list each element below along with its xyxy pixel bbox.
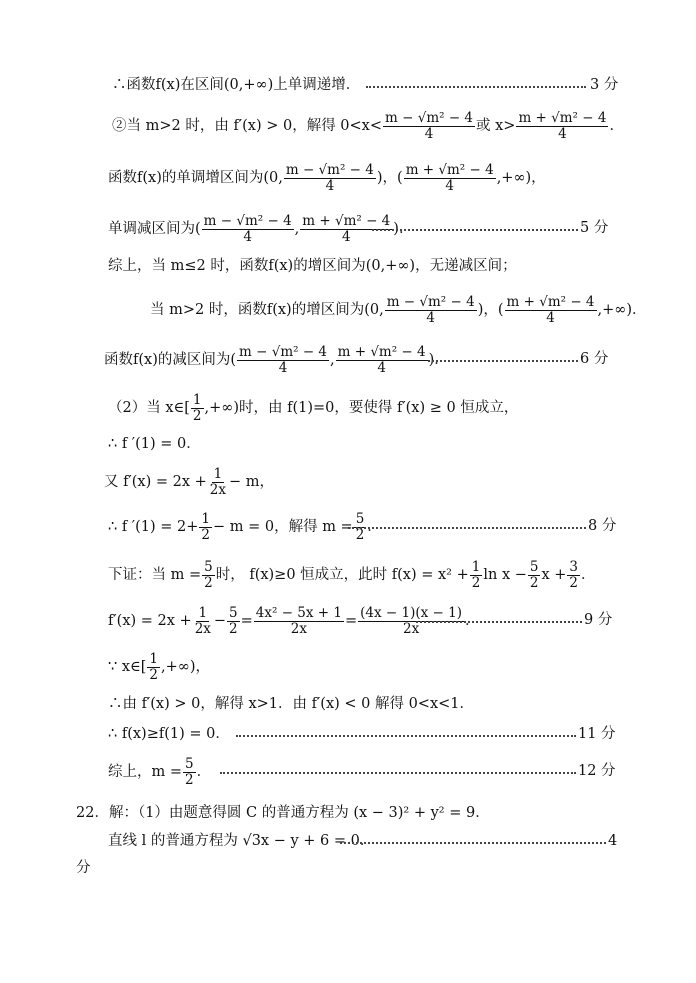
score-6: 6 分: [580, 351, 609, 367]
dot-leader: [340, 842, 606, 844]
fraction-three-half: $\frac{3}{2}$: [569, 558, 579, 591]
score-11: 11 分: [578, 726, 616, 742]
fraction-five-half: $\frac{5}{2}$: [204, 558, 213, 591]
fraction-m-minus-root: $\frac{\text{m − √m² − 4}}{4}$: [239, 343, 328, 376]
score-12: 12 分: [578, 763, 616, 779]
dot-leader: [348, 527, 586, 529]
fraction-one-half: $\frac{1}{2}$: [149, 650, 158, 683]
line-monotonic-solve: ∴由 f′(x) > 0，解得 x>1．由 f′(x) < 0 解得 0<x<1．: [108, 696, 475, 712]
score-4: 4: [608, 833, 618, 849]
fraction-five-half: $\frac{5}{2}$: [355, 510, 365, 543]
fraction-factored: $\frac{(4x - 1)(x - 1)}{2x}$: [360, 604, 463, 637]
dot-leader: [416, 621, 582, 623]
fraction-one-over-2x: $\frac{1}{2x}$: [194, 604, 211, 637]
dot-leader: [428, 360, 578, 362]
fraction-five-half: $\frac{5}{2}$: [185, 755, 194, 788]
line-f-prime-1-zero: ∴ f ′(1) = 0．: [108, 436, 201, 452]
dot-leader: [220, 772, 576, 774]
fraction-m-minus-root: $\frac{\text{m − √m² − 4}}{4}$: [386, 293, 475, 326]
fraction-m-plus-root: $\frac{\text{m + √m² − 4}}{4}$: [518, 109, 607, 142]
line-final-answer: 综上，m = $\frac{5}{2}$ ．: [108, 755, 212, 788]
fraction-m-plus-root: $\frac{\text{m + √m² − 4}}{4}$: [405, 161, 494, 194]
line-decreasing-interval: 单调减区间为( $\frac{\text{m − √m² − 4}}{4}$ , $\frac{\text{m + √m² − 4}}{4}$ )．: [108, 212, 414, 245]
line-verify: 下证：当 m = $\frac{5}{2}$ 时， f(x)≥0 恒成立，此时 f(x) = x² + $\frac{1}{2}$ ln x − $\frac{5}{2}$ x + $\frac{3}{2}$ ．: [108, 558, 596, 591]
fraction-one-half: $\frac{1}{2}$: [471, 558, 481, 591]
fraction-m-plus-root: $\frac{\text{m + √m² − 4}}{4}$: [302, 212, 391, 245]
line-increasing-intervals: 函数f(x)的单调增区间为(0, $\frac{\text{m − √m² − 4}}{4}$ )，( $\frac{\text{m + √m² − 4}}{4}$ ,+∞)，: [108, 161, 546, 194]
score-8: 8 分: [588, 518, 617, 534]
line-problem-22: 22．解：（1）由题意得圆 C 的普通方程为 (x − 3)² + y² = 9．: [76, 805, 490, 821]
dot-leader: [366, 86, 586, 88]
fraction-m-plus-root: $\frac{\text{m + √m² − 4}}{4}$: [337, 343, 426, 376]
dot-leader: [372, 229, 578, 231]
line-derivative: 又 f′(x) = 2x + $\frac{1}{2x}$ − m，: [104, 465, 275, 498]
dot-leader: [236, 735, 576, 737]
line-summary-decreasing: 函数f(x)的减区间为( $\frac{\text{m − √m² − 4}}{4}$ , $\frac{\text{m + √m² − 4}}{4}$ )．: [104, 343, 449, 376]
fraction-one-half: $\frac{1}{2}$: [201, 510, 210, 543]
line-min-value: ∴ f(x)≥f(1) = 0．: [108, 726, 230, 742]
score-3: 3 分: [590, 77, 619, 93]
fraction-five-half: $\frac{5}{2}$: [229, 604, 238, 637]
line-line-equation: 直线 l 的普通方程为 √3x − y + 6 = 0．: [108, 833, 375, 849]
fraction-one-half: $\frac{1}{2}$: [192, 391, 202, 424]
fraction-one-over-2x: $\frac{1}{2x}$: [209, 465, 226, 498]
line-solve-m: ∴ f ′(1) = 2+ $\frac{1}{2}$ − m = 0，解得 m = $\frac{5}{2}$ ．: [108, 510, 382, 543]
line-part-2: （2）当 x∈[ $\frac{1}{2}$ ,+∞)时，由 f(1)=0，要使得 f′(x) ≥ 0 恒成立，: [108, 391, 519, 424]
line-derivative-factored: f′(x) = 2x + $\frac{1}{2x}$ − $\frac{5}{2}$ = $\frac{\text{4x² − 5x + 1}}{2x}$ = $\frac{(4x - 1)(x - 1)}{2x}$ ．: [108, 604, 480, 637]
score-4-unit: 分: [76, 860, 91, 876]
fraction-m-minus-root: $\frac{\text{m − √m² − 4}}{4}$: [203, 212, 292, 245]
score-5: 5 分: [580, 220, 609, 236]
fraction-m-minus-root: $\frac{\text{m − √m² − 4}}{4}$: [385, 109, 474, 142]
line-because-domain: ∵ x∈[ $\frac{1}{2}$ ,+∞)，: [108, 650, 210, 683]
line-summary-m-le-2: 综上，当 m≤2 时，函数f(x)的增区间为(0,+∞)，无递减区间；: [108, 258, 517, 274]
line-case-m-gt-2: ②当 m>2 时，由 f′(x) > 0，解得 0<x< $\frac{\text{m − √m² − 4}}{4}$ 或 x> $\frac{\text{m + √m² − 4}}{4}$ ．: [112, 109, 624, 142]
fraction-m-minus-root: $\frac{\text{m − √m² − 4}}{4}$: [285, 161, 374, 194]
score-9: 9 分: [584, 612, 613, 628]
fraction-five-half: $\frac{5}{2}$: [529, 558, 539, 591]
line-conclusion-increasing: ∴函数f(x)在区间(0,+∞)上单调递增．: [112, 77, 361, 93]
fraction-quadratic: $\frac{\text{4x² − 5x + 1}}{2x}$: [255, 604, 342, 637]
fraction-m-plus-root: $\frac{\text{m + √m² − 4}}{4}$: [506, 293, 595, 326]
line-summary-m-gt-2: 当 m>2 时，函数f(x)的增区间为(0, $\frac{\text{m − √m² − 4}}{4}$ )，( $\frac{\text{m + √m² − 4}}{4}$ ,+∞)．: [150, 293, 647, 326]
